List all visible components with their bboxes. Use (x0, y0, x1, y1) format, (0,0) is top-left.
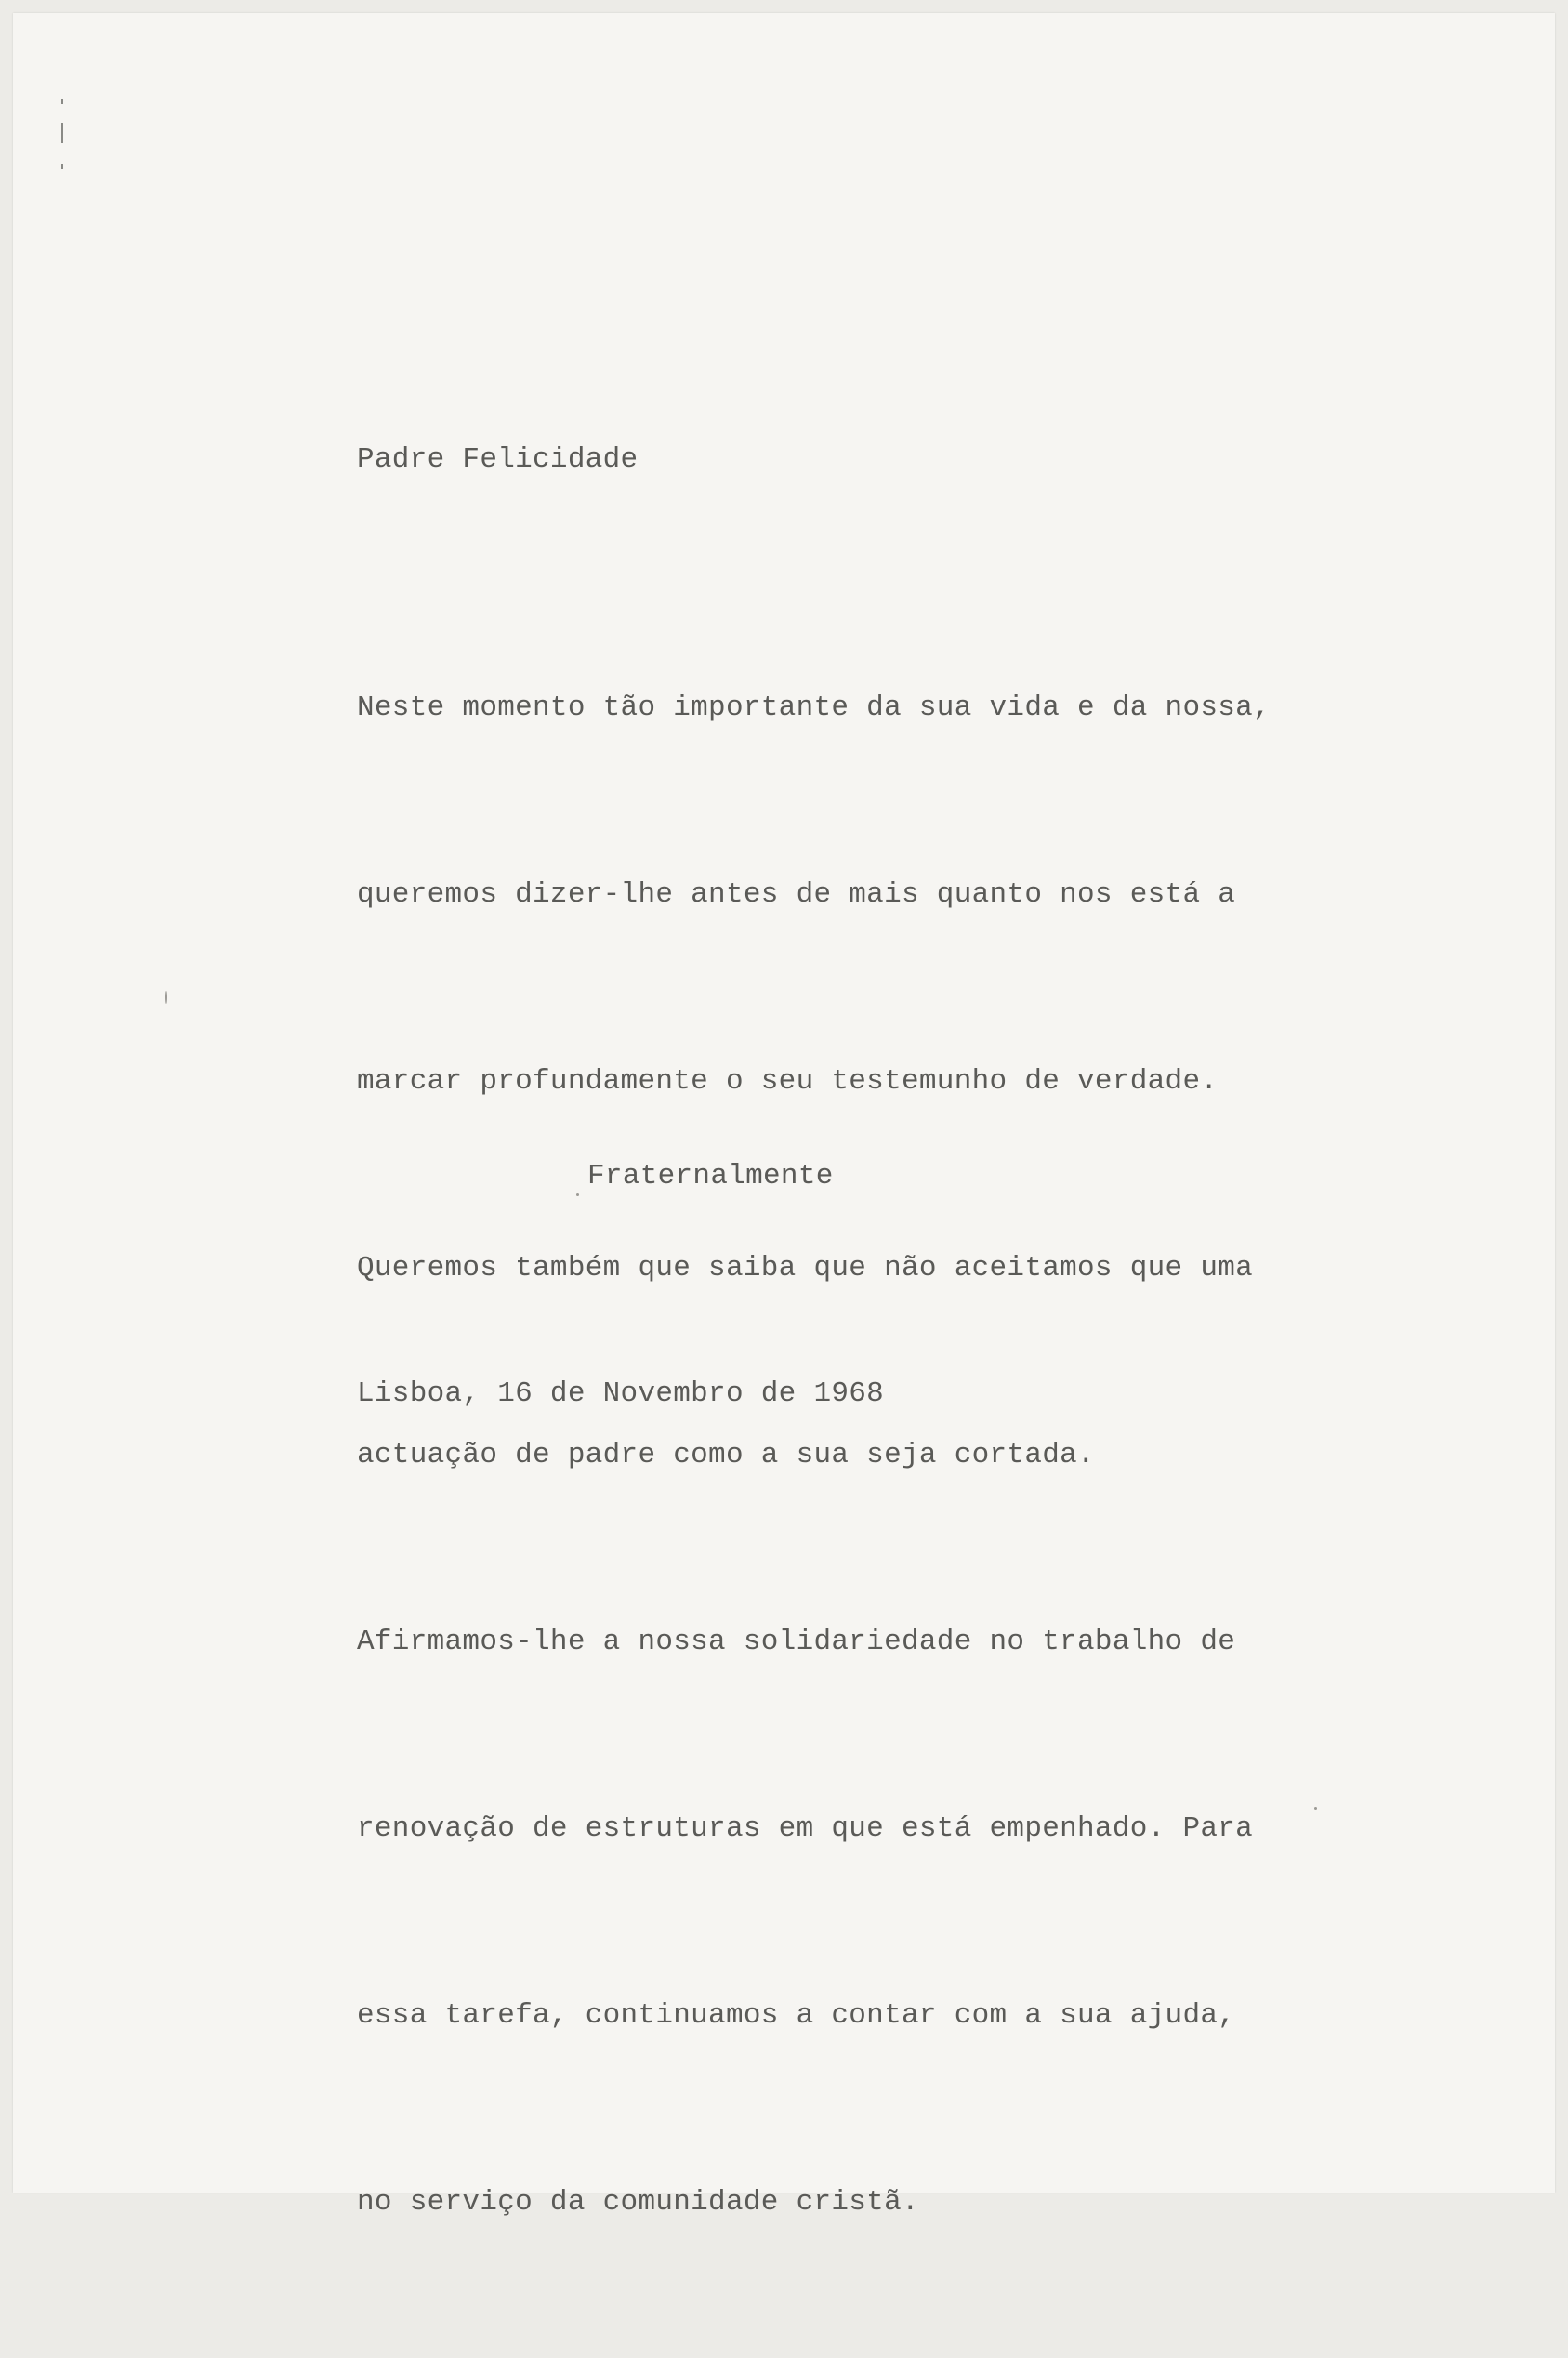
body-line: Queremos também que saiba que não aceitamos que uma (357, 1252, 1254, 1284)
dateline: Lisboa, 16 de Novembro de 1968 (357, 1377, 885, 1410)
body-line: essa tarefa, continuamos a contar com a sua ajuda, (357, 1999, 1236, 2032)
body-line: Neste momento tão importante da sua vida e da nossa, (357, 692, 1271, 724)
binder-mark (61, 99, 63, 104)
paper-speck (1314, 1807, 1317, 1810)
letter-page (13, 13, 1555, 2219)
closing: Fraternalmente (587, 1160, 834, 1192)
body-line: Afirmamos-lhe a nossa solidariedade no trabalho de (357, 1626, 1236, 1658)
paper-speck (165, 991, 167, 1004)
binder-mark (61, 164, 63, 169)
letter-body (357, 552, 1271, 2358)
salutation: Padre Felicidade (357, 443, 639, 476)
body-line: actuação de padre como a sua seja cortada. (357, 1439, 1095, 1471)
body-line: queremos dizer-lhe antes de mais quanto nos está a (357, 878, 1236, 911)
binder-mark (61, 123, 63, 143)
body-line: renovação de estruturas em que está empenhado. Para (357, 1812, 1254, 1845)
body-line: marcar profundamente o seu testemunho de verdade. (357, 1065, 1219, 1098)
body-line: no serviço da comunidade cristã. (357, 2186, 919, 2219)
